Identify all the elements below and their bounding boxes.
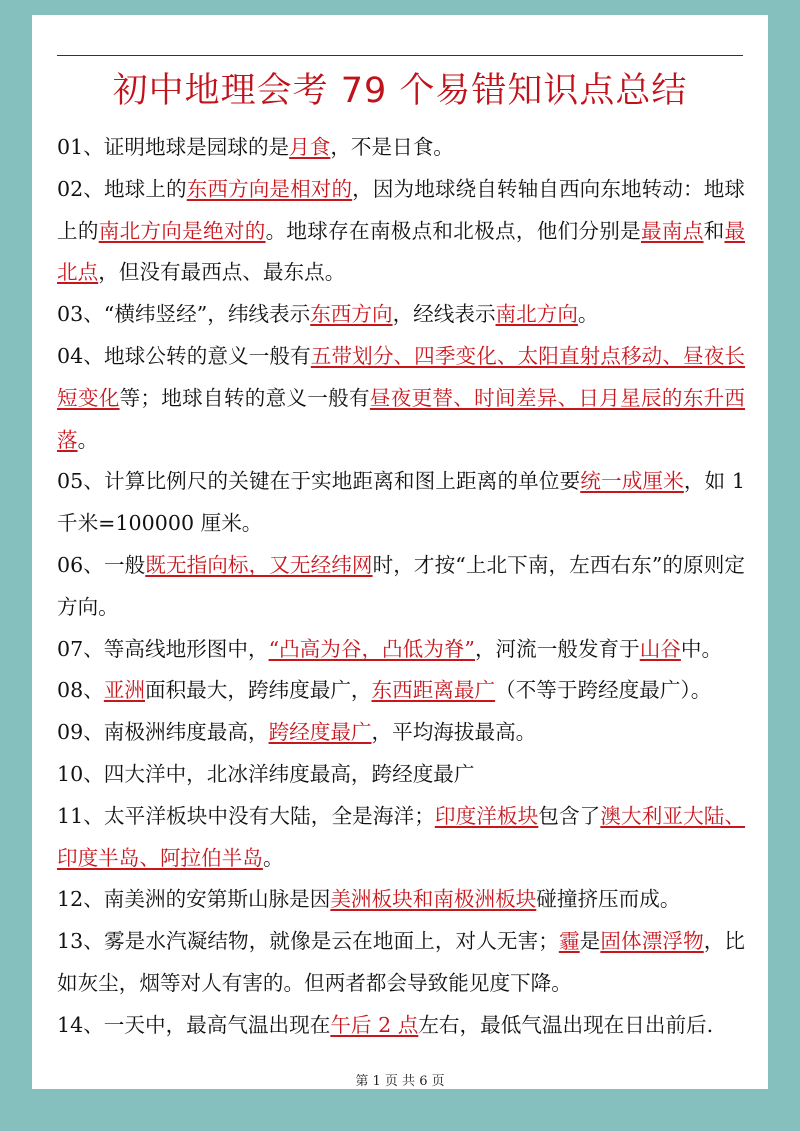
item-text: ，不是日食。 <box>330 135 454 159</box>
item-text: 。地球存在南极点和北极点，他们分别是 <box>265 218 641 243</box>
knowledge-item <box>57 921 745 1005</box>
item-text: 12、南美洲的安第斯山脉是因 <box>57 887 331 912</box>
highlighted-term: 东西方向是相对的 <box>186 176 353 201</box>
item-text: 07、等高线地形图中， <box>57 636 269 661</box>
item-text: 时，才按“上北下南，左西右东”的原则定方向。 <box>57 552 746 619</box>
highlighted-term: 五带划分、四季变化、太阳直射点移动、昼夜长短变化 <box>57 343 745 410</box>
item-text: ，但没有最西点、最东点。 <box>98 260 346 285</box>
knowledge-item <box>57 1005 745 1047</box>
item-text: 11、太平洋板块中没有大陆，全是海洋； <box>57 803 435 828</box>
item-text: 08、 <box>57 678 104 703</box>
item-text: 。 <box>77 427 99 452</box>
item-text: 和 <box>703 218 725 243</box>
highlighted-term: 南北方向 <box>495 302 578 327</box>
item-text: 13、雾是水汽凝结物，就像是云在地面上，对人无害； <box>57 929 559 954</box>
highlighted-term: 午后 2 点 <box>330 1012 419 1037</box>
item-text: ，比如灰尘，烟等对人有害的。但两者都会导致能见度下降。 <box>57 929 746 995</box>
item-text: 中。 <box>680 636 723 661</box>
highlighted-term: 跨经度最广 <box>268 720 372 745</box>
item-text: 面积最大，跨纬度最广， <box>145 678 372 703</box>
knowledge-item <box>57 796 745 880</box>
knowledge-item <box>57 461 745 545</box>
highlighted-term: 美洲板块和南极洲板块 <box>330 887 537 912</box>
highlighted-term: 既无指向标，又无经纬网 <box>145 552 373 577</box>
item-text: 碰撞挤压而成。 <box>536 887 681 912</box>
item-text: ，因为地球绕自转轴自西向东地转动：地球上的 <box>57 176 745 243</box>
knowledge-item <box>57 294 745 336</box>
header-rule <box>57 55 743 56</box>
highlighted-term: 澳大利亚大陆、印度半岛、阿拉伯半岛 <box>57 803 746 870</box>
highlighted-term: 月食 <box>289 135 331 159</box>
item-text: 03、“横纬竖经”，纬线表示 <box>57 302 311 327</box>
knowledge-item <box>57 545 745 629</box>
item-text: 06、一般 <box>57 552 146 577</box>
item-text: 04、地球公转的意义一般有 <box>57 343 311 368</box>
item-text: 。 <box>577 302 599 327</box>
highlighted-term: “凸高为谷，凸低为脊” <box>268 636 475 661</box>
knowledge-item <box>57 879 745 921</box>
document-page <box>32 15 768 1089</box>
highlighted-term: 亚洲 <box>103 678 145 703</box>
highlighted-term: 最南点 <box>641 218 704 243</box>
item-text: （不等于跨经度最广）。 <box>495 678 712 703</box>
item-text: 包含了 <box>538 803 601 828</box>
highlighted-term: 东西距离最广 <box>371 678 496 703</box>
knowledge-list <box>57 127 745 1047</box>
item-text: 09、南极洲纬度最高， <box>57 720 269 745</box>
item-text: ，河流一般发育于 <box>474 636 640 661</box>
highlighted-term: 南北方向是绝对的 <box>98 218 266 243</box>
item-text: ，经线表示 <box>392 302 496 327</box>
item-text: 14、一天中，最高气温出现在 <box>57 1012 331 1037</box>
knowledge-item <box>57 712 745 754</box>
page-title: 初中地理会考 79 个易错知识点总结 <box>112 71 688 111</box>
item-text: ，平均海拔最高。 <box>371 720 537 745</box>
highlighted-term: 固体漂浮物 <box>600 929 704 954</box>
knowledge-item <box>57 629 745 671</box>
knowledge-item <box>57 754 745 796</box>
highlighted-term: 霾 <box>558 929 580 954</box>
page-number: 第 1 页 共 6 页 <box>355 1074 445 1089</box>
highlighted-term: 统一成厘米 <box>580 469 684 494</box>
item-text: 是 <box>579 929 601 954</box>
item-text: 10、四大洋中，北冰洋纬度最高，跨经度最广 <box>57 761 475 786</box>
highlighted-term: 东西方向 <box>310 302 393 327</box>
item-text: 等；地球自转的意义一般有 <box>119 385 370 410</box>
item-text: ，如 1 千米=100000 厘米。 <box>57 469 746 536</box>
knowledge-item <box>57 169 745 294</box>
highlighted-term: 山谷 <box>639 636 681 661</box>
highlighted-term: 最北点 <box>57 218 746 285</box>
knowledge-item <box>57 336 745 461</box>
highlighted-term: 印度洋板块 <box>434 803 539 828</box>
highlighted-term: 昼夜更替、时间差异、日月星辰的东升西落 <box>57 385 746 452</box>
item-text: 左右，最低气温出现在日出前后. <box>418 1012 714 1037</box>
knowledge-item <box>57 127 745 169</box>
item-text: 01、证明地球是园球的是 <box>57 135 290 159</box>
item-text: 02、地球上的 <box>57 176 187 201</box>
knowledge-item <box>57 670 745 712</box>
item-text: 05、计算比例尺的关键在于实地距离和图上距离的单位要 <box>57 469 581 494</box>
item-text: 。 <box>262 845 284 870</box>
